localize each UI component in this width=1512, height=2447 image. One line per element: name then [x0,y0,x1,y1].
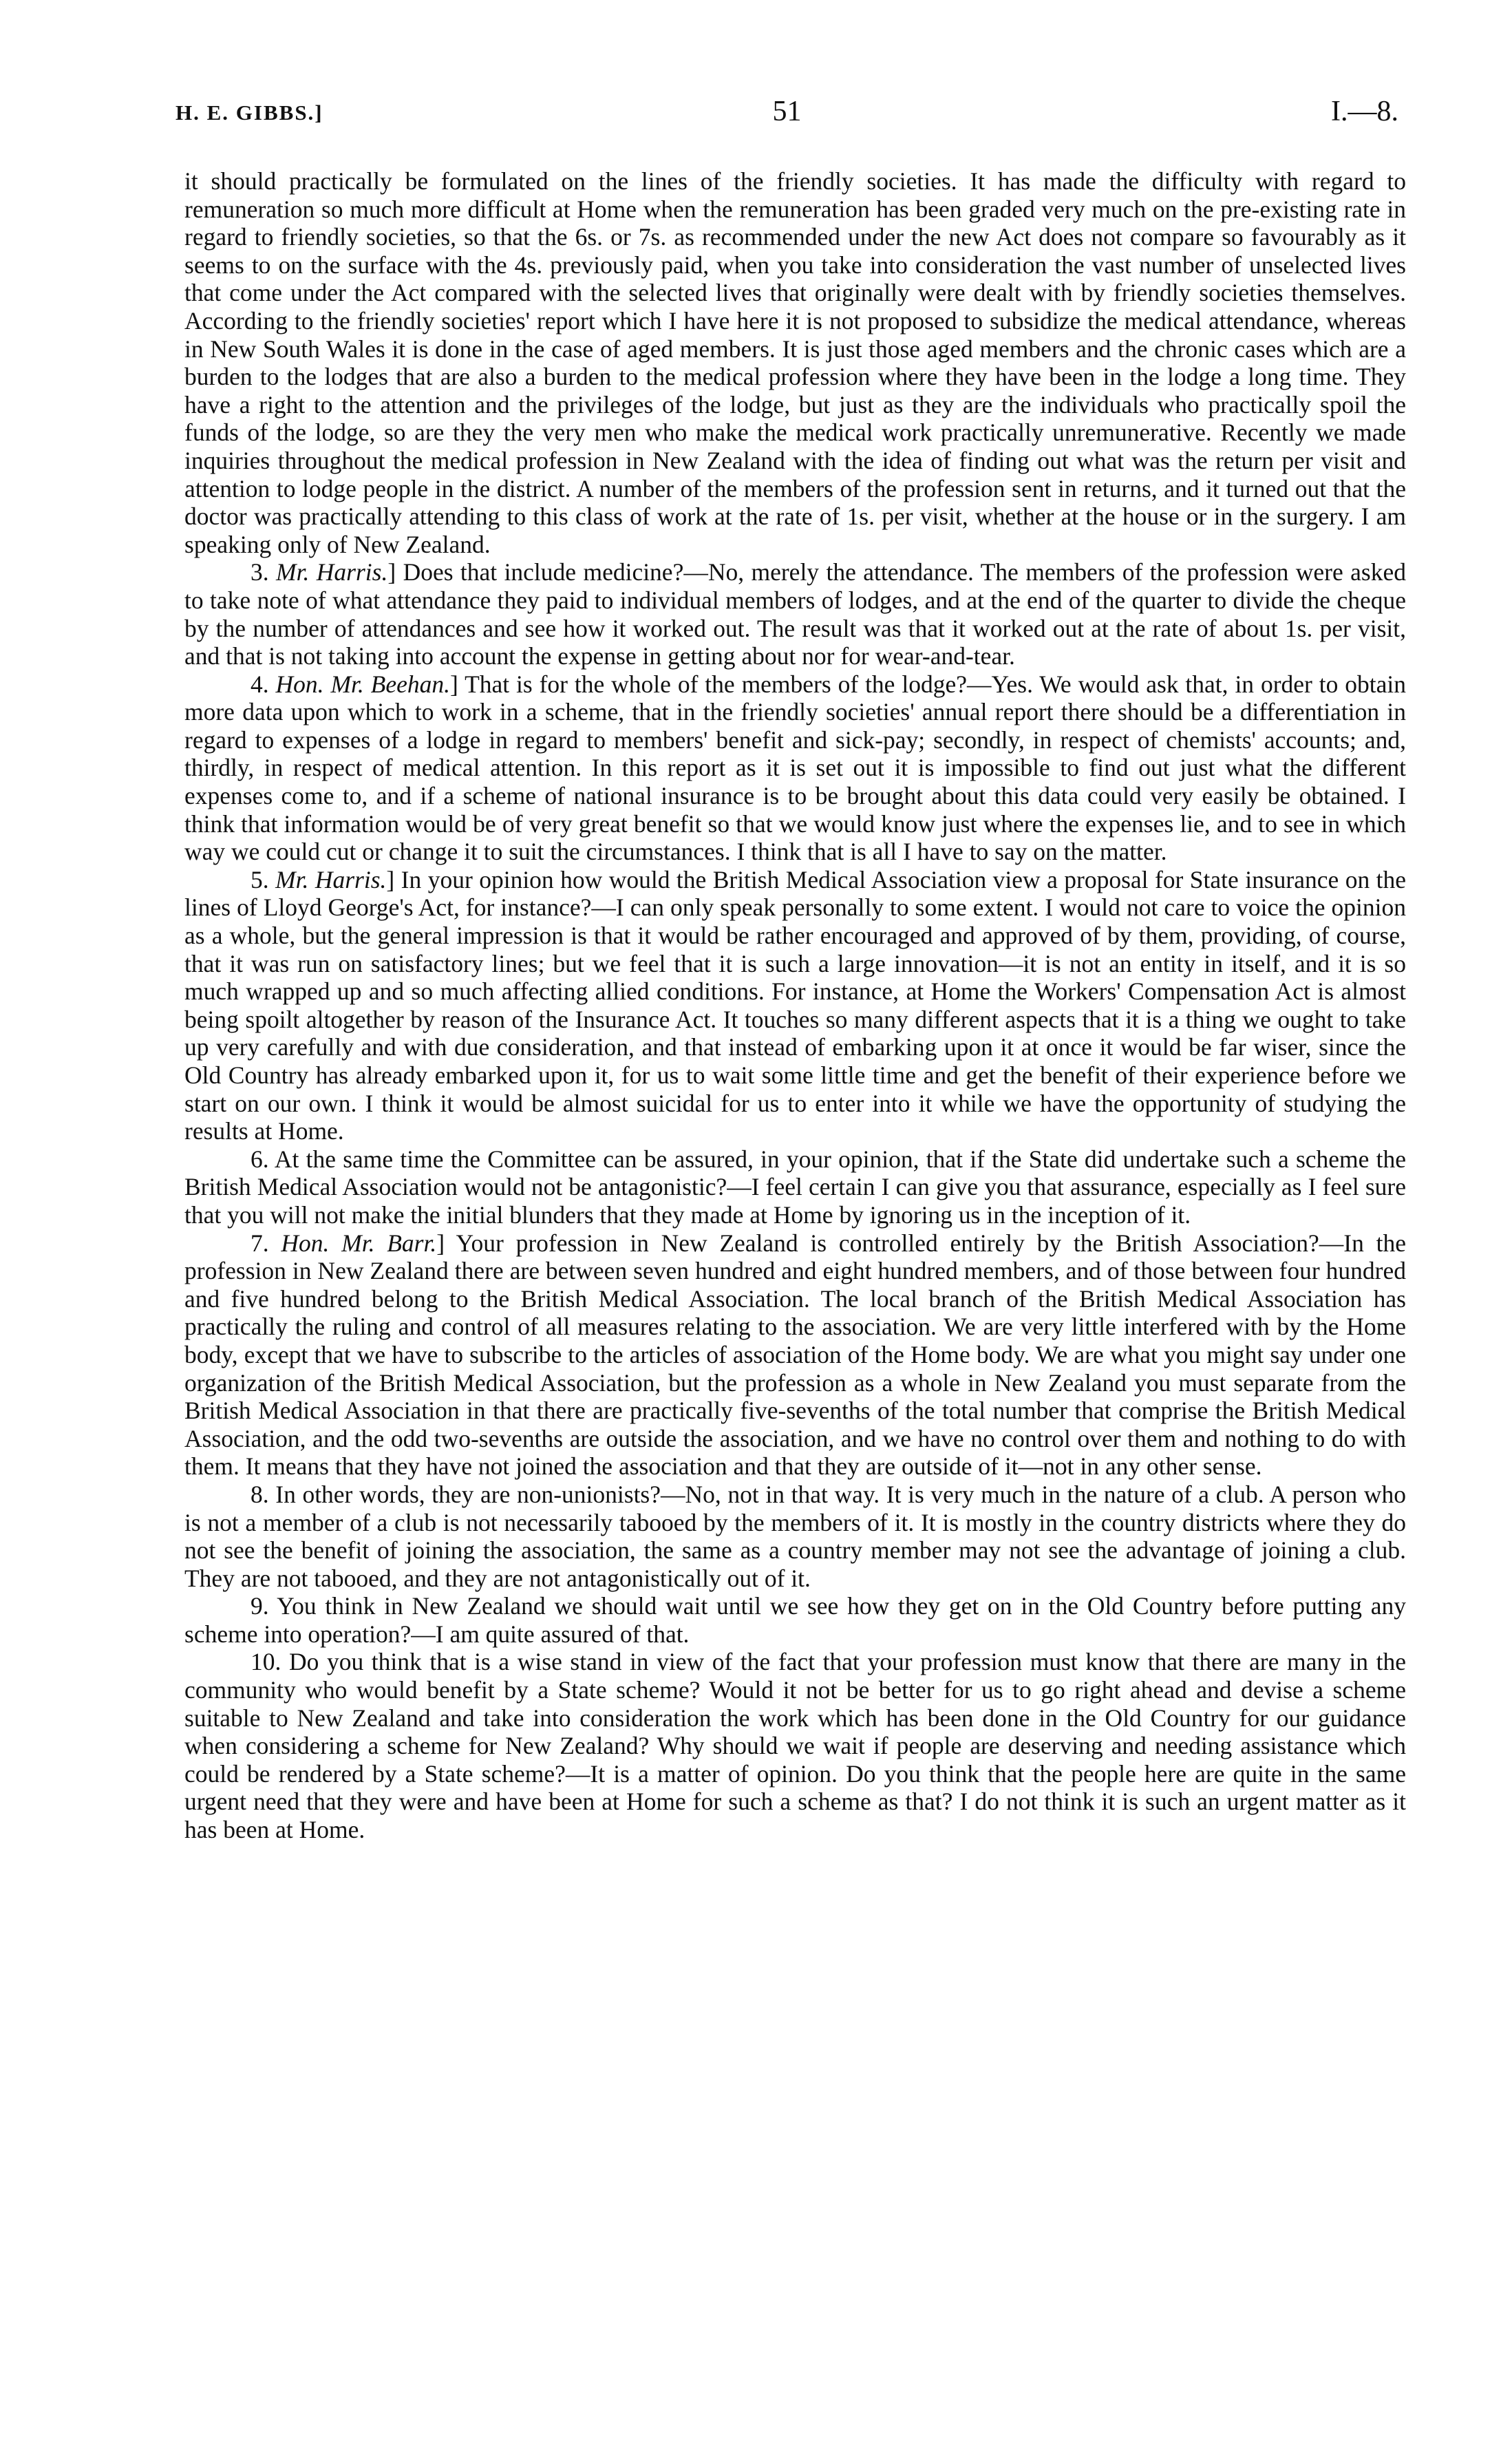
page-number: 51 [772,96,802,127]
speaker-name: Mr. Harris. [275,865,387,893]
speaker-name: Hon. Mr. Barr. [281,1229,437,1257]
question-6: 6. At the same time the Committee can be assured, in your opinion, that if the State did undertake such a scheme the British Medical Association would not be antagonistic?—I feel certain I can give you that assurance, especially as I feel sure that you will not make the initial blunders that they made at Home by ignoring us in the inception of it. [184,1145,1406,1229]
speaker-name: Hon. Mr. Beehan. [275,670,450,698]
header-witness-name: H. E. GIBBS.] [175,100,323,125]
question-answer-text: ] Your profession in New Zealand is controlled entirely by the British Association?—In the profession in New Zealand there are between seven hundred and eight hundred members, and of those between four hundred and five hundred belong to the British Medical Association. The local branch of the British Medical Association has practically the ruling and control of all measures relating to the association. We are very little interfered with by the Home body, except that we have to subscribe to the articles of association of the Home body. We are what you might say under one organization of the British Medical Association, but the profession as a whole in New Zealand you must separate from the British Medical Association in that there are practically five-sevenths of the total number that comprise the British Medical Association, and the odd two-sevenths are outside the association, and we have no control over them and nothing to do with them. It means that they have not joined the association and that they are outside of it—not in any other sense. [184,1229,1406,1481]
question-answer-text: At the same time the Committee can be assured, in your opinion, that if the State did undertake such a scheme the British Medical Association would not be antagonistic?—I feel certain I can give you that assurance, especially as I feel sure that you will not make the initial blunders that they made at Home by ignoring us in the inception of it. [184,1145,1406,1229]
question-answer-text: In other words, they are non-unionists?—No, not in that way. It is very much in the nature of a club. A person who is not a member of a club is not necessarily tabooed by the members of it. It is mostly in the country districts where they do not see the benefit of joining the association, the same as a country member may not see the advantage of joining a club. They are not tabooed, and they are not antagonistically out of it. [184,1480,1406,1592]
question-9: 9. You think in New Zealand we should wait until we see how they get on in the Old Country before putting any scheme into operation?—I am quite assured of that. [184,1592,1406,1648]
question-answer-text: Do you think that is a wise stand in view of the fact that your profession must know that there are many in the community who would benefit by a State scheme? Would it not be better for us to go right ahead and devise a scheme suitable to New Zealand and take into consideration the work which has been done in the Old Country for our guidance when considering a scheme for New Zealand? Why should we wait if people are deserving and needing assistance which could be rendered by a State scheme?—It is a matter of opinion. Do you think that the people here are quite in the same urgent need that they were and have been at Home for such a scheme as that? I do not think it is such an urgent matter as it has been at Home. [184,1648,1407,1844]
question-answer-text: ] That is for the whole of the members of the lodge?—Yes. We would ask that, in order to obtain more data upon which to work in a scheme, that in the friendly societies' annual report there should be a differentiation in regard to expenses of a lodge in regard to members' benefit and sick-pay; secondly, in respect of chemists' accounts; and, thirdly, in respect of medical attention. In this report as it is set out it is impossible to find out just what the different expenses come to, and if a scheme of national insurance is to be brought about this data could very easily be obtained. I think that information would be of very great benefit so that we would know just where the expenses lie, and to see in which way we could cut or change it to suit the circumstances. I think that is all I have to say on the matter. [184,670,1406,866]
speaker-name: Mr. Harris. [276,558,388,586]
paper-reference: I.—8. [1331,96,1398,127]
question-10: 10. Do you think that is a wise stand in view of the fact that your profession must know that there are many in the community who would benefit by a State scheme? Would it not be better for us to go right ahead and devise a scheme suitable to New Zealand and take into consideration the work which has been done in the Old Country for our guidance when considering a scheme for New Zealand? Why should we wait if people are deserving and needing assistance which could be rendered by a State scheme?—It is a matter of opinion. Do you think that the people here are quite in the same urgent need that they were and have been at Home for such a scheme as that? I do not think it is such an urgent matter as it has been at Home. [184,1648,1407,1844]
opening-paragraph: it should practically be formulated on the lines of the friendly societies. It has made the difficulty with regard to remuneration so much more difficult at Home when the remuneration has been graded very much on the pre-existing rate in regard to friendly societies, so that the 6s. or 7s. as recommended under the new Act does not compare so favourably as it seems to on the surface with the 4s. previously paid, when you take into consideration the vast number of unselected lives that come under the Act compared with the selected lives that originally were dealt with by friendly societies themselves. According to the friendly societies' report which I have here it is not proposed to subsidize the medical attendance, whereas in New South Wales it is done in the case of aged members. It is just those aged members and the chronic cases which are a burden to the lodges that are also a burden to the medical profession where they have been in the lodge a long time. They have a right to the attention and the privileges of the lodge, but just as they are the individuals who practically spoil the funds of the lodge, so are they the very men who make the medical work practically unremunerative. Recently we made inquiries throughout the medical profession in New Zealand with the idea of finding out what was the return per visit and attention to lodge people in the district. A number of the members of the profession sent in returns, and it turned out that the doctor was practically attending to this class of work at the rate of 1s. per visit, whether at the house or in the surgery. I am speaking only of New Zealand. [184,167,1406,558]
question-5: 5. Mr. Harris.] In your opinion how would the British Medical Association view a proposal for State insurance on the lines of Lloyd George's Act, for instance?—I can only speak personally to some extent. I would not care to voice the opinion as a whole, but the general impression is that it would be rather encouraged and approved of by them, providing, of course, that it was run on satisfactory lines; but we feel that it is such a large innovation—it is not an entity in itself, and it is so much wrapped up and so much affecting allied conditions. For instance, at Home the Workers' Compensation Act is almost being spoilt altogether by reason of the Insurance Act. It touches so many different aspects that it is a thing we ought to take up very carefully and with due consideration, and that instead of embarking upon it at once it would be far wiser, since the Old Country has already embarked upon it, for us to wait some little time and get the benefit of their experience before we start on our own. I think it would be almost suicidal for us to enter into it while we have the opportunity of studying the results at Home. [184,865,1406,1145]
question-7: 7. Hon. Mr. Barr.] Your profession in New Zealand is controlled entirely by the British Association?—In the profession in New Zealand there are between seven hundred and eight hundred members, and of those between four hundred and five hundred belong to the British Medical Association. The local branch of the British Medical Association has practically the ruling and control of all measures relating to the association. We are very little interfered with by the Home body, except that we have to subscribe to the articles of association of the Home body. We are what you might say under one organization of the British Medical Association, but the profession as a whole in New Zealand you must separate from the British Medical Association in that there are practically five-sevenths of the total number that comprise the British Medical Association, and the odd two-sevenths are outside the association, and we have no control over them and nothing to do with them. It means that they have not joined the association and that they are outside of it—not in any other sense. [184,1229,1406,1481]
question-answer-text: ] Does that include medicine?—No, merely the attendance. The members of the profession were asked to take note of what attendance they paid to individual members of lodges, and at the end of the quarter to divide the cheque by the number of attendances and see how it worked out. The result was that it worked out at the rate of about 1s. per visit, and that is not taking into account the expense in getting about nor for wear-and-tear. [184,558,1406,670]
evidence-text [184,167,1406,1844]
page-header [175,95,1398,136]
question-answer-text: ] In your opinion how would the British Medical Association view a proposal for State insurance on the lines of Lloyd George's Act, for instance?—I can only speak personally to some extent. I would not care to voice the opinion as a whole, but the general impression is that it would be rather encouraged and approved of by them, providing, of course, that it was run on satisfactory lines; but we feel that it is such a large innovation—it is not an entity in itself, and it is so much wrapped up and so much affecting allied conditions. For instance, at Home the Workers' Compensation Act is almost being spoilt altogether by reason of the Insurance Act. It touches so many different aspects that it is a thing we ought to take up very carefully and with due consideration, and that instead of embarking upon it at once it would be far wiser, since the Old Country has already embarked upon it, for us to wait some little time and get the benefit of their experience before we start on our own. I think it would be almost suicidal for us to enter into it while we have the opportunity of studying the results at Home. [184,865,1406,1145]
question-3: 3. Mr. Harris.] Does that include medicine?—No, merely the attendance. The members of the profession were asked to take note of what attendance they paid to individual members of lodges, and at the end of the quarter to divide the cheque by the number of attendances and see how it worked out. The result was that it worked out at the rate of about 1s. per visit, and that is not taking into account the expense in getting about nor for wear-and-tear. [184,558,1406,670]
question-8: 8. In other words, they are non-unionists?—No, not in that way. It is very much in the nature of a club. A person who is not a member of a club is not necessarily tabooed by the members of it. It is mostly in the country districts where they do not see the benefit of joining the association, the same as a country member may not see the advantage of joining a club. They are not tabooed, and they are not antagonistically out of it. [184,1480,1406,1592]
question-answer-text: You think in New Zealand we should wait until we see how they get on in the Old Country before putting any scheme into operation?—I am quite assured of that. [184,1592,1406,1648]
question-4: 4. Hon. Mr. Beehan.] That is for the whole of the members of the lodge?—Yes. We would ask that, in order to obtain more data upon which to work in a scheme, that in the friendly societies' annual report there should be a differentiation in regard to expenses of a lodge in regard to members' benefit and sick-pay; secondly, in respect of chemists' accounts; and, thirdly, in respect of medical attention. In this report as it is set out it is impossible to find out just what the different expenses come to, and if a scheme of national insurance is to be brought about this data could very easily be obtained. I think that information would be of very great benefit so that we would know just where the expenses lie, and to see in which way we could cut or change it to suit the circumstances. I think that is all I have to say on the matter. [184,670,1406,866]
